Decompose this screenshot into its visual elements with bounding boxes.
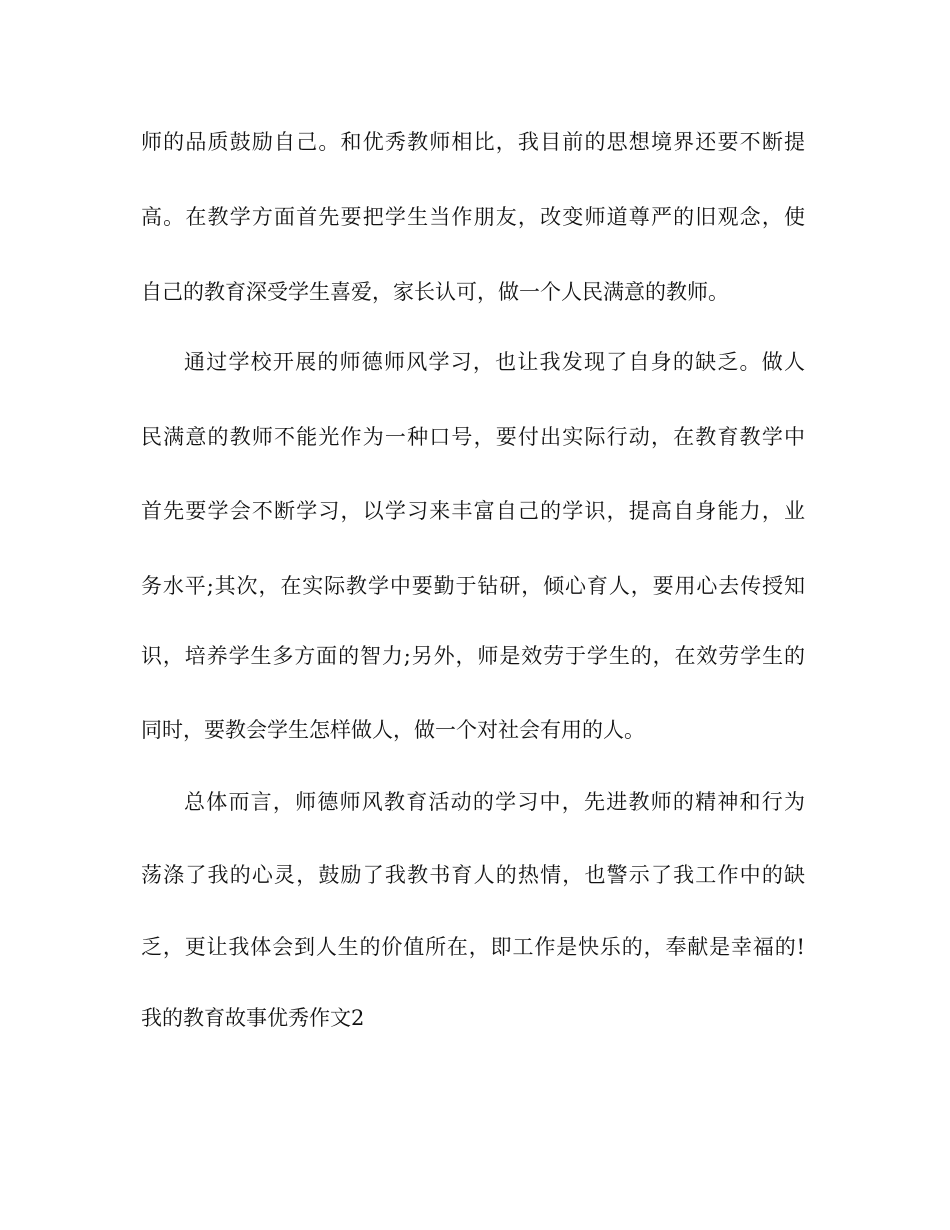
paragraph-line: 民满意的教师不能光作为一种口号，要付出实际行动，在教育教学中 — [141, 425, 805, 449]
section-heading: 我的教育故事优秀作文2 — [141, 1006, 365, 1030]
paragraph-line: 高。在教学方面首先要把学生当作朋友，改变师道尊严的旧观念，使 — [141, 205, 805, 229]
paragraph-line: 务水平;其次，在实际教学中要勤于钻研，倾心育人，要用心去传授知 — [141, 574, 805, 598]
paragraph-line: 师的品质鼓励自己。和优秀教师相比，我目前的思想境界还要不断提 — [141, 130, 805, 154]
paragraph-line: 首先要学会不断学习，以学习来丰富自己的学识，提高自身能力，业 — [141, 499, 805, 523]
paragraph-line: 同时，要教会学生怎样做人，做一个对社会有用的人。 — [141, 718, 645, 742]
paragraph-line: 总体而言，师德师风教育活动的学习中，先进教师的精神和行为 — [184, 790, 805, 814]
paragraph-line: 自己的教育深受学生喜爱，家长认可，做一个人民满意的教师。 — [141, 280, 729, 304]
paragraph-line: 通过学校开展的师德师风学习，也让我发现了自身的缺乏。做人 — [184, 350, 805, 374]
paragraph-line: 乏，更让我体会到人生的价值所在，即工作是快乐的，奉献是幸福的! — [141, 935, 805, 959]
paragraph-line: 识，培养学生多方面的智力;另外，师是效劳于学生的，在效劳学生的 — [141, 644, 805, 668]
paragraph-line: 荡涤了我的心灵，鼓励了我教书育人的热情，也警示了我工作中的缺 — [141, 863, 805, 887]
